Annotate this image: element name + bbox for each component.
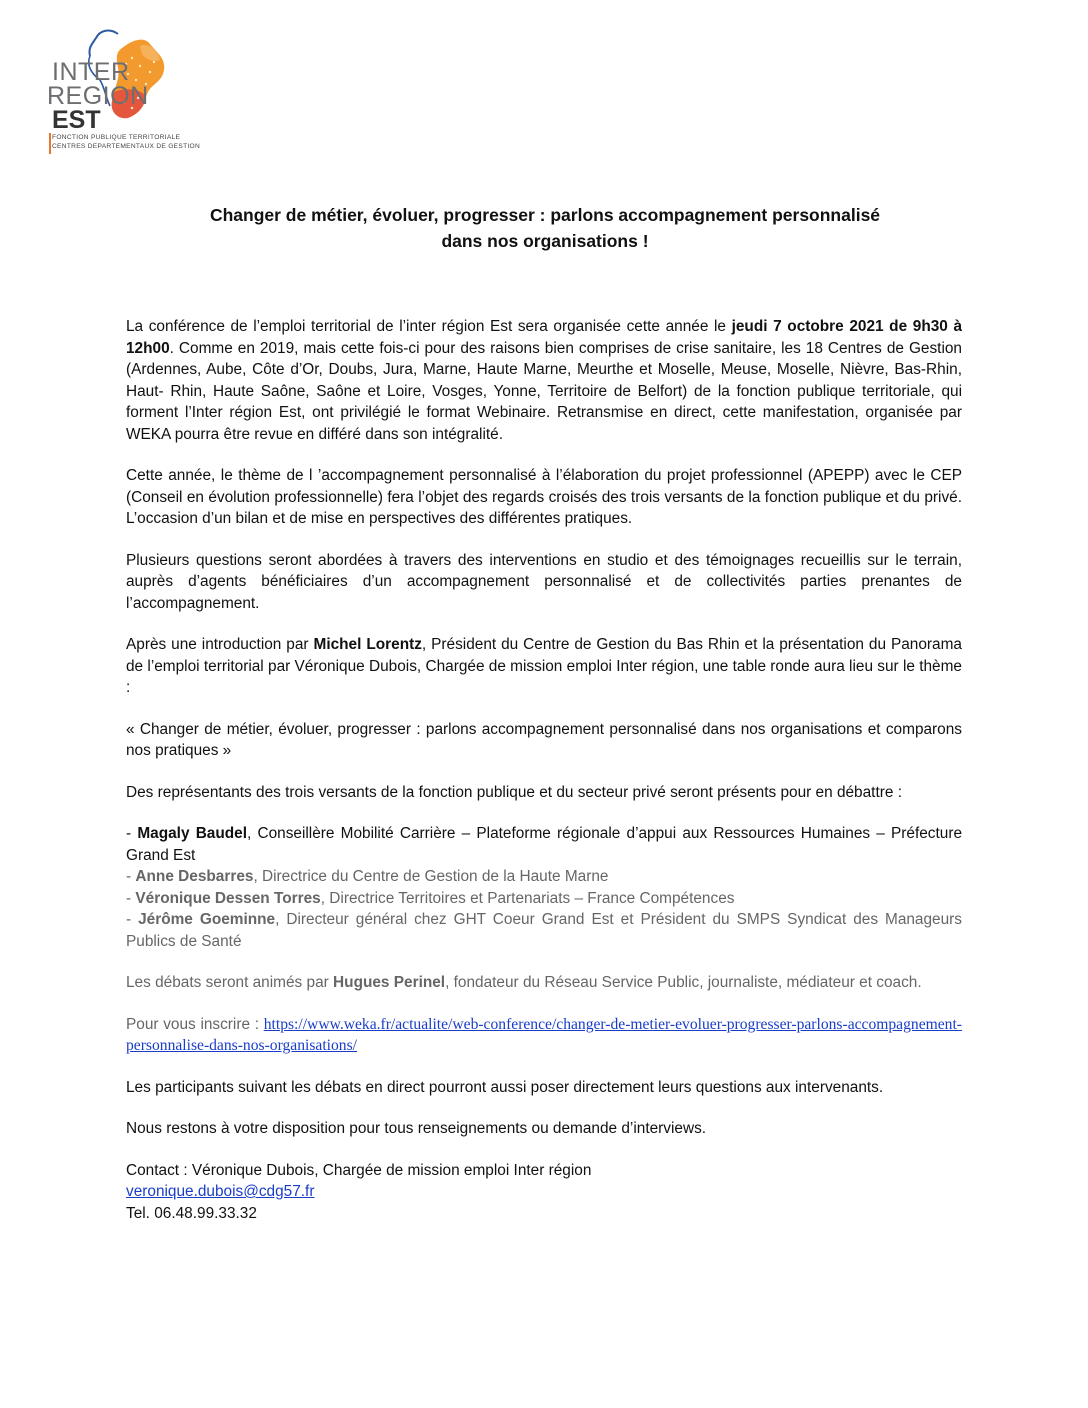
speaker-list <box>126 823 962 952</box>
paragraph-questions: Plusieurs questions seront abordées à travers des interventions en studio et des témoignages recueillis sur le terrain, auprès d’agents bénéficiaires d’un accompagnement personnalisé et de collectivités parties prenantes de l’accompagnement. <box>126 551 962 612</box>
speaker-item: - Magaly Baudel, Conseillère Mobilité Carrière – Plateforme régionale d’appui aux Ressources Humaines – Préfecture Grand Est <box>126 825 963 864</box>
speaker-name: Magaly Baudel <box>137 825 248 842</box>
speaker-name: Véronique Dessen Torres <box>135 889 321 907</box>
round-table-quote: « Changer de métier, évoluer, progresser : parlons accompagnement personnalisé dans nos organisations et comparons nos pratiques » <box>126 720 962 759</box>
speaker-role: , Directeur général chez GHT Coeur Grand Est et Président du SMPS Syndicat des Manageurs Publics de Santé <box>126 911 962 950</box>
logo-accent-bar <box>49 133 51 154</box>
paragraph-participants: Les participants suivant les débats en direct pourront aussi poser directement leurs questions aux intervenants. <box>126 1078 884 1096</box>
logo-inter: INTER <box>52 58 130 86</box>
document-title <box>120 202 970 254</box>
paragraph-signup <box>126 1014 962 1057</box>
logo-est: EST <box>52 106 101 134</box>
speaker-item: - Anne Desbarres, Directrice du Centre de Gestion de la Haute Marne <box>126 868 609 885</box>
paragraph-representatives: Des représentants des trois versants de la fonction publique et du secteur privé seront présents pour en débattre : <box>126 783 902 801</box>
contact-block <box>126 1160 962 1225</box>
logo-subtitle-2: CENTRES DEPARTEMENTAUX DE GESTION <box>52 143 201 150</box>
logo-subtitle-1: FONCTION PUBLIQUE TERRITORIALE <box>52 134 181 141</box>
speaker-item: - Jérôme Goeminne, Directeur général chez GHT Coeur Grand Est et Président du SMPS Syndicat des Manageurs Publics de Santé <box>126 911 962 950</box>
title-line-1: Changer de métier, évoluer, progresser : parlons accompagnement personnalisé <box>209 205 881 225</box>
signup-link[interactable]: https://www.weka.fr/actualite/web-conference/changer-de-metier-evoluer-progresser-parlons-accompagnement-personnalise-dans-nos-organisations/ <box>126 1015 962 1054</box>
title-line-2: dans nos organisations ! <box>441 231 649 251</box>
document-body <box>126 316 962 1224</box>
speaker-michel-lorentz: Michel Lorentz <box>313 636 422 653</box>
speaker-role: , Directrice du Centre de Gestion de la Haute Marne <box>253 868 609 885</box>
introduction-text-cont: , Président du Centre de Gestion du Bas Rhin et la présentation du Panorama de l’emploi territorial par Véronique Dubois, Chargée de mission emploi Inter région, une table ronde aura lieu sur le thème : <box>126 636 962 696</box>
speaker-role: , Conseillère Mobilité Carrière – Plateforme régionale d’appui aux Ressources Humaines – Préfecture Grand Est <box>126 825 963 864</box>
intro-text: La conférence de l’emploi territorial de l’inter région Est sera organisée cette année le <box>126 318 732 335</box>
event-date: jeudi 7 octobre 2021 de 9h30 à 12h00 <box>126 318 963 357</box>
paragraph-intro <box>126 316 962 445</box>
logo-region: REGION <box>47 82 149 110</box>
contact-email-link[interactable]: veronique.dubois@cdg57.fr <box>126 1183 315 1200</box>
speaker-role: , Directrice Territoires et Partenariats – France Compétences <box>320 889 735 907</box>
moderator-text: Les débats seront animés par <box>126 974 334 991</box>
moderator-text-cont: , fondateur du Réseau Service Public, journaliste, médiateur et coach. <box>445 974 922 991</box>
inter-region-est-logo <box>40 22 201 162</box>
intro-text-cont: . Comme en 2019, mais cette fois-ci pour des raisons bien comprises de crise sanitaire, les 18 Centres de Gestion (Ardennes, Aube, Côte d’Or, Doubs, Jura, Marne, Haute Marne, Meurthe et Moselle, Meuse, Moselle, Nièvre, Bas-Rhin, Haut- Rhin, Haute Saône, Saône et Loire, Vosges, Yonne, Territoire de Belfort) de la fonction publique territoriale, qui forment l’Inter région Est, ont privilégié le format Webinaire. Retransmise en direct, cette manifestation, organisée par WEKA pourra être revue en différé dans son intégralité. <box>126 339 962 443</box>
moderator-name: Hugues Perinel <box>333 974 446 991</box>
introduction-text: Après une introduction par <box>126 636 314 653</box>
signup-label: Pour vous inscrire : <box>126 1015 264 1033</box>
speaker-item: - Véronique Dessen Torres, Directrice Territoires et Partenariats – France Compétences <box>126 889 735 907</box>
contact-phone: Tel. 06.48.99.33.32 <box>126 1204 257 1222</box>
speaker-name: Jérôme Goeminne <box>138 911 276 928</box>
contact-line: Contact : Véronique Dubois, Chargée de mission emploi Inter région <box>126 1161 592 1179</box>
paragraph-moderator <box>126 972 962 994</box>
paragraph-theme: Cette année, le thème de l ’accompagnement personnalisé à l’élaboration du projet professionnel (APEPP) avec le CEP (Conseil en évolution professionnelle) fera l’objet des regards croisés des trois versants de la fonction publique et du privé. L’occasion d’un bilan et de mise en perspectives des différentes pratiques. <box>126 467 962 527</box>
paragraph-availability: Nous restons à votre disposition pour tous renseignements ou demande d’interviews. <box>126 1120 707 1137</box>
paragraph-introduction <box>126 634 962 699</box>
speaker-name: Anne Desbarres <box>135 868 254 885</box>
